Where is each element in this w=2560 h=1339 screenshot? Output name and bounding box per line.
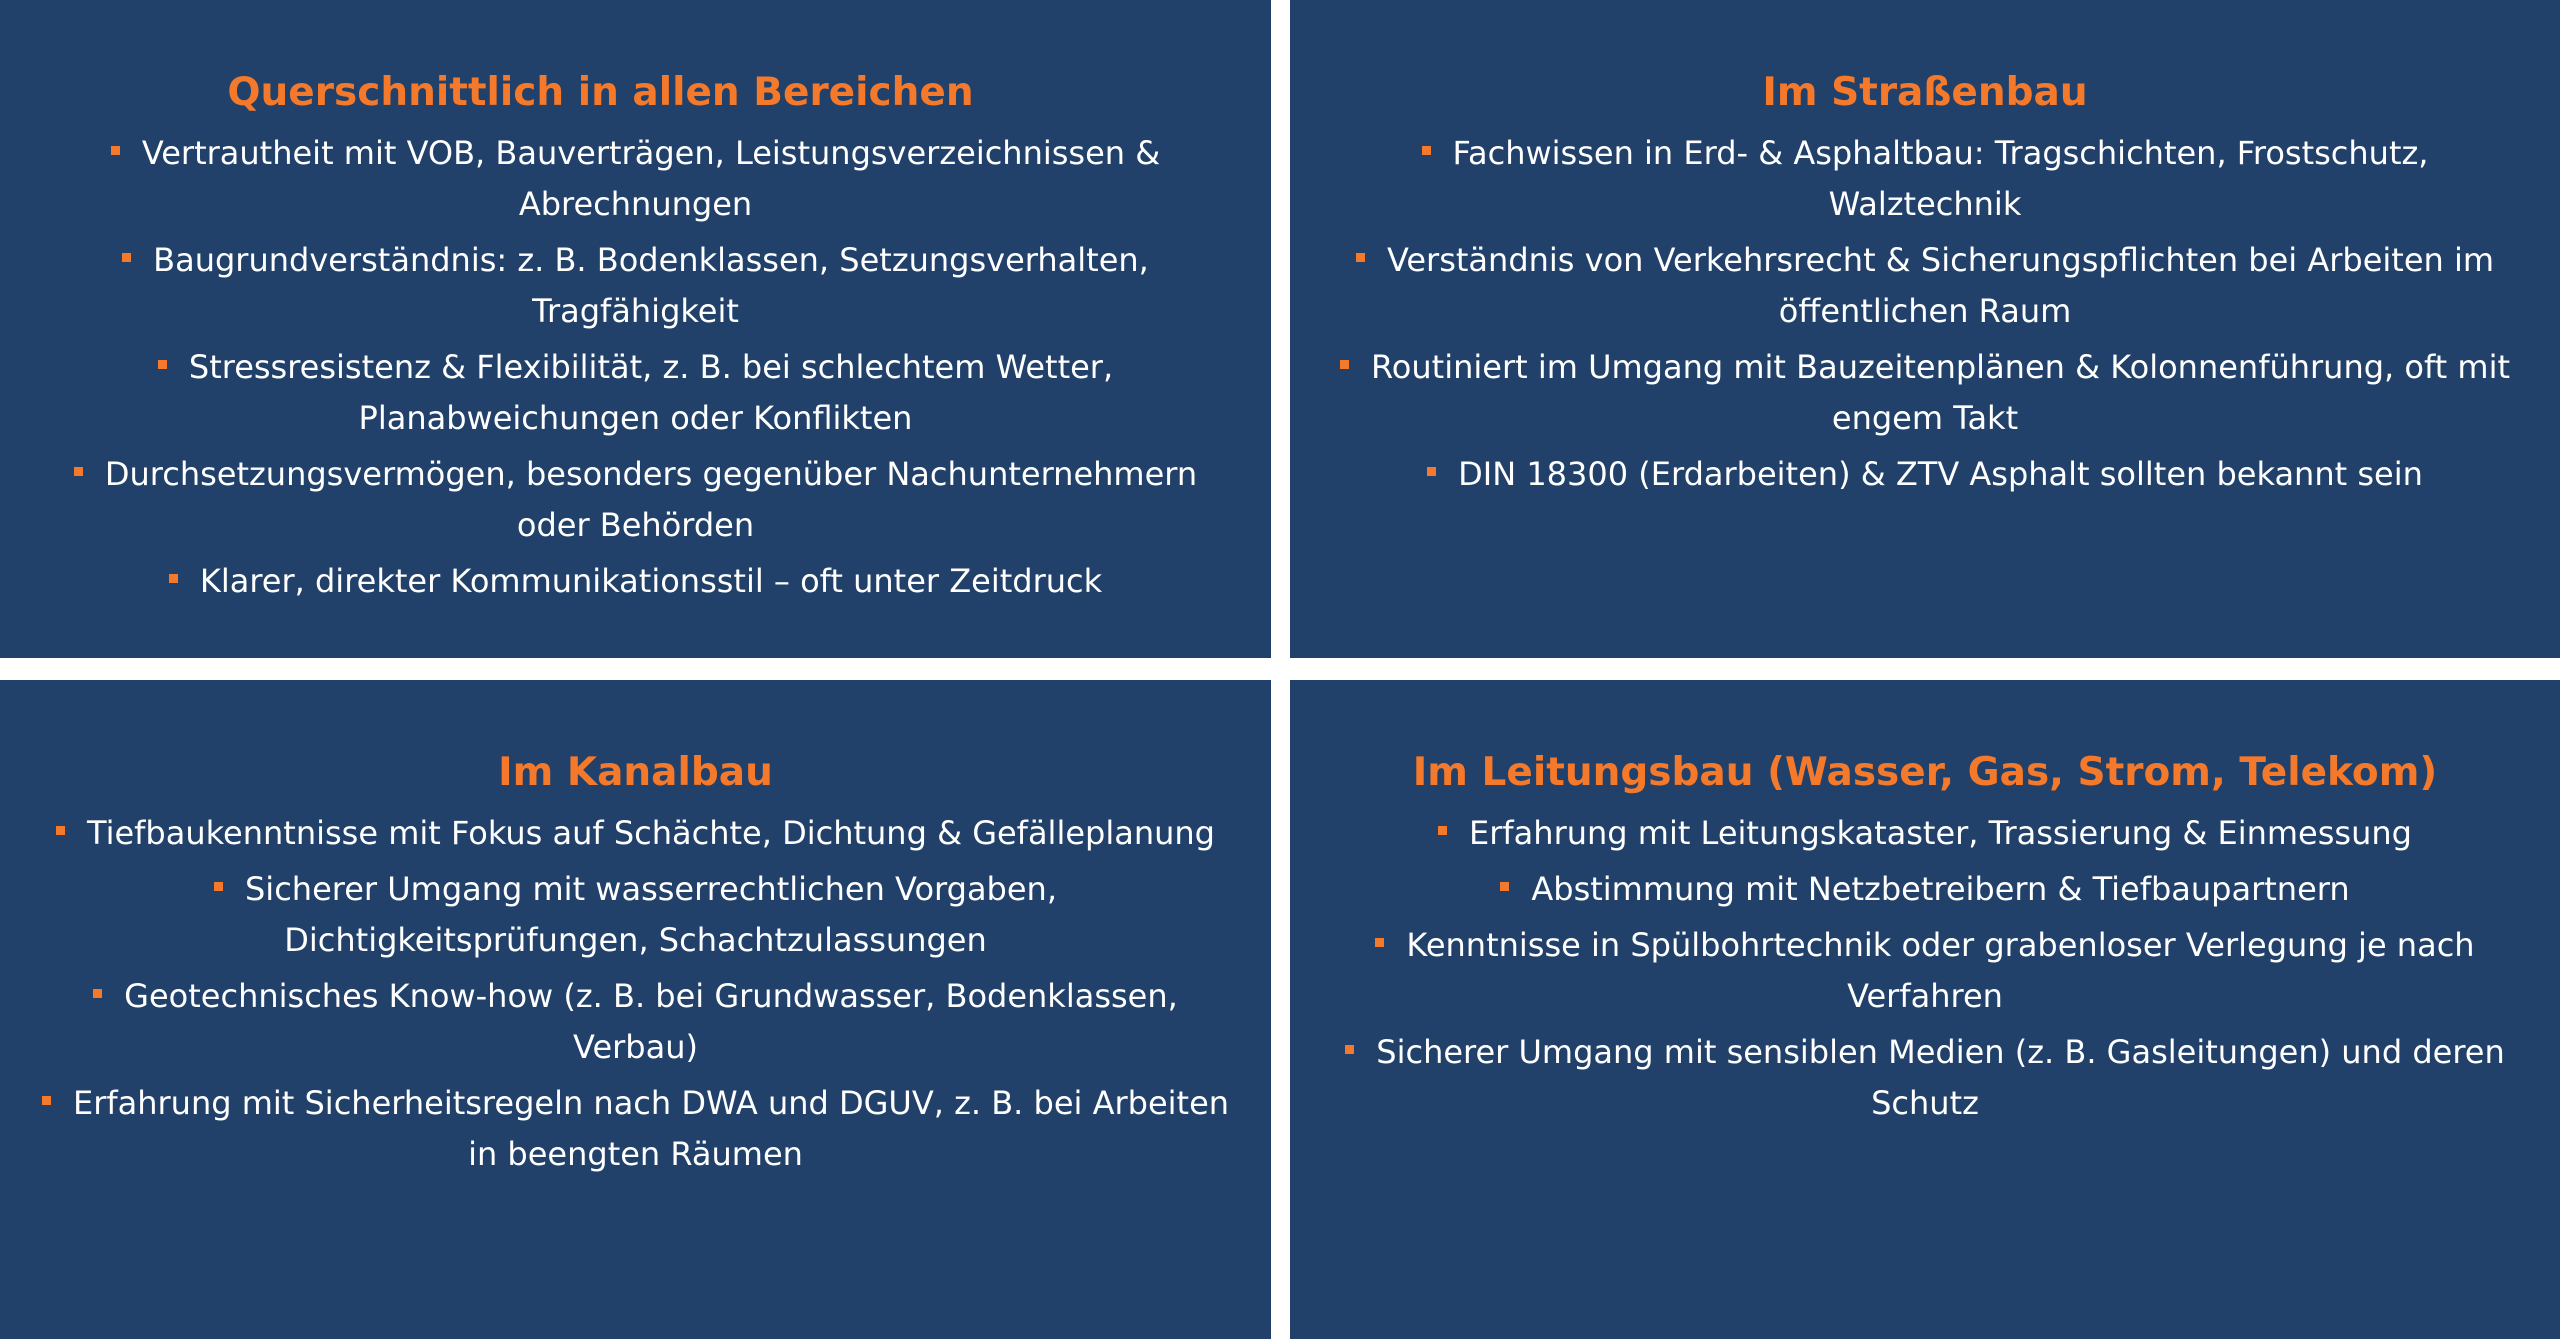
list-item-text: Sicherer Umgang mit sensiblen Medien (z. B. Gasleitungen) und deren Schutz xyxy=(1376,1033,2505,1122)
list-item-text: Sicherer Umgang mit wasserrechtlichen Vorgaben, Dichtigkeitsprüfungen, Schachtzulassungen xyxy=(244,870,1057,959)
list-item-text: Kenntnisse in Spülbohrtechnik oder grabenloser Verlegung je nach Verfahren xyxy=(1406,926,2475,1015)
list-item xyxy=(40,808,1231,859)
square-bullet-icon xyxy=(93,989,102,998)
list-item xyxy=(1330,235,2520,337)
list-item-text: Erfahrung mit Leitungskataster, Trassierung & Einmessung xyxy=(1469,814,2412,852)
list-item xyxy=(40,235,1231,337)
list-item-text: Erfahrung mit Sicherheitsregeln nach DWA und DGUV, z. B. bei Arbeiten in beengten Räumen xyxy=(72,1084,1230,1173)
list-item-text: Baugrundverständnis: z. B. Bodenklassen, Setzungsverhalten, Tragfähigkeit xyxy=(153,241,1149,330)
square-bullet-icon xyxy=(74,467,83,476)
list-item-text: Durchsetzungsvermögen, besonders gegenüber Nachunternehmern oder Behörden xyxy=(104,455,1198,544)
panel-cross-sectional xyxy=(0,0,1271,658)
square-bullet-icon xyxy=(122,253,131,262)
list-item-text: Stressresistenz & Flexibilität, z. B. bei schlechtem Wetter, Planabweichungen oder Konflikten xyxy=(188,348,1114,437)
list-item xyxy=(40,864,1231,966)
panel-road-construction xyxy=(1290,0,2560,658)
square-bullet-icon xyxy=(158,360,167,369)
square-bullet-icon xyxy=(111,146,120,155)
square-bullet-icon xyxy=(1438,826,1447,835)
panel-sewer-construction xyxy=(0,680,1271,1339)
bullet-list xyxy=(40,808,1231,1185)
list-item-text: Geotechnisches Know-how (z. B. bei Grundwasser, Bodenklassen, Verbau) xyxy=(124,977,1178,1066)
square-bullet-icon xyxy=(1422,146,1431,155)
panel-utility-construction xyxy=(1290,680,2560,1339)
list-item xyxy=(1330,920,2520,1022)
square-bullet-icon xyxy=(42,1096,51,1105)
square-bullet-icon xyxy=(214,882,223,891)
panel-title: Im Leitungsbau (Wasser, Gas, Strom, Telekom) xyxy=(1412,750,2438,796)
list-item xyxy=(40,342,1231,444)
list-item-text: Vertrautheit mit VOB, Bauverträgen, Leistungsverzeichnissen & Abrechnungen xyxy=(141,134,1161,223)
list-item-text: Routiniert im Umgang mit Bauzeitenplänen & Kolonnenführung, oft mit engem Takt xyxy=(1371,348,2510,437)
list-item-text: DIN 18300 (Erdarbeiten) & ZTV Asphalt sollten bekannt sein xyxy=(1458,455,2423,493)
panel-title: Im Straßenbau xyxy=(1762,70,2088,116)
list-item xyxy=(40,449,1231,551)
list-item xyxy=(40,556,1231,607)
list-item xyxy=(1330,128,2520,230)
list-item-text: Tiefbaukenntnisse mit Fokus auf Schächte, Dichtung & Gefälleplanung xyxy=(87,814,1215,852)
bullet-list xyxy=(40,128,1231,612)
list-item xyxy=(40,1078,1231,1180)
square-bullet-icon xyxy=(1500,882,1509,891)
square-bullet-icon xyxy=(56,826,65,835)
list-item xyxy=(1330,808,2520,859)
panel-title: Querschnittlich in allen Bereichen xyxy=(227,70,974,116)
list-item xyxy=(1330,864,2520,915)
square-bullet-icon xyxy=(1427,467,1436,476)
list-item-text: Abstimmung mit Netzbetreibern & Tiefbaupartnern xyxy=(1531,870,2350,908)
panel-title: Im Kanalbau xyxy=(498,750,773,796)
list-item-text: Fachwissen in Erd- & Asphaltbau: Tragschichten, Frostschutz, Walztechnik xyxy=(1452,134,2429,223)
list-item-text: Klarer, direkter Kommunikationsstil – oft unter Zeitdruck xyxy=(199,562,1103,600)
list-item-text: Verständnis von Verkehrsrecht & Sicherungspflichten bei Arbeiten im öffentlichen Raum xyxy=(1386,241,2495,330)
square-bullet-icon xyxy=(1340,360,1349,369)
bullet-list xyxy=(1330,808,2520,1134)
list-item xyxy=(1330,342,2520,444)
list-item xyxy=(1330,1027,2520,1129)
list-item xyxy=(1330,449,2520,500)
list-item xyxy=(40,128,1231,230)
square-bullet-icon xyxy=(169,574,178,583)
square-bullet-icon xyxy=(1345,1045,1354,1054)
square-bullet-icon xyxy=(1375,938,1384,947)
list-item xyxy=(40,971,1231,1073)
square-bullet-icon xyxy=(1356,253,1365,262)
bullet-list xyxy=(1330,128,2520,505)
